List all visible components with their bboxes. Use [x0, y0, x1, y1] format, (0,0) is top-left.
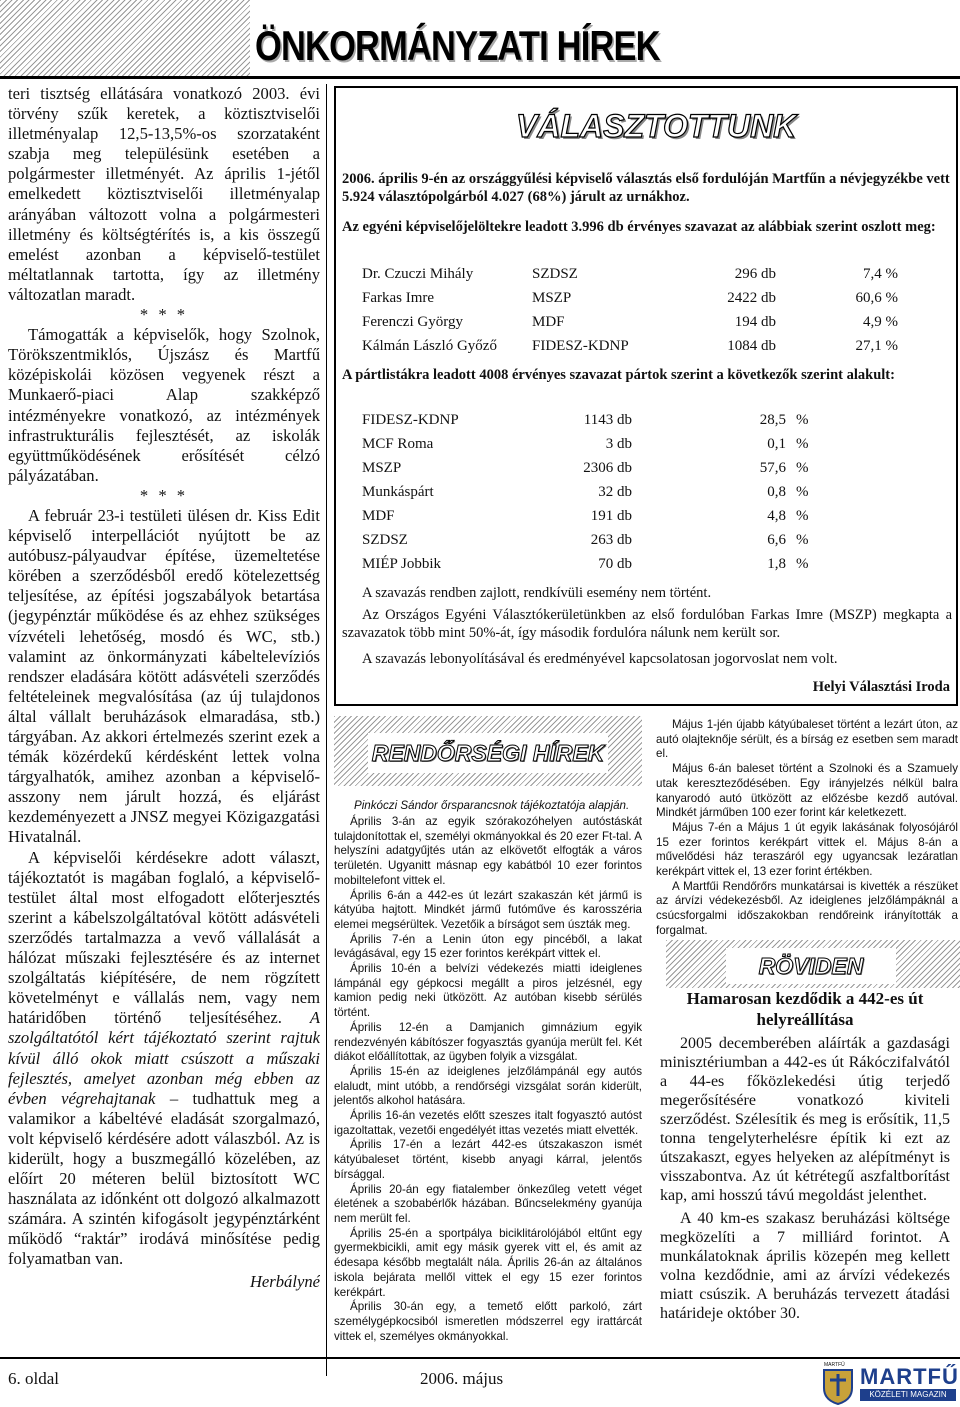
election-note: A szavazás lebonyolításával és eredményével kapcsolatosan jogorvoslat nem volt. — [362, 651, 838, 667]
party-name: MCF Roma — [362, 436, 434, 452]
police-news-item: Április 30-án egy, a temető előtt parkoló, zárt személygépkocsiból ismeretlen módszerrel egy irattárcát vittek el, személyes okmányokkal. — [334, 1300, 642, 1343]
section-separator: * * * — [139, 485, 189, 505]
party-percent-unit: % — [796, 436, 809, 452]
header-rule — [0, 76, 960, 79]
police-news-item: Április 7-én a Lenin úton egy pincéből, a lakat levágásával, egy 15 ezer forintos kerékpárt vittek el. — [334, 932, 642, 961]
logo-small-text: MARTFŰ — [824, 1362, 845, 1368]
police-news-item: Április 25-én a sportpálya biciklitárolójából eltűnt egy gyermekbicikli, amit egy másik gyerek vitt el, és amit az édesapa később megtalált nála. Április 26-án az általános iskola bejárata mellől vittek el egy 15 ezer forintos kerékpárt. — [334, 1226, 642, 1299]
police-news-column-2 — [656, 718, 958, 939]
police-news-item: Április 17-én a lezárt 442-es útszakaszon ismét kátyúbaleset történt, kisebb anyagi kárral, jelentős bírsággal. — [334, 1138, 642, 1181]
party-percent-unit: % — [796, 556, 809, 572]
party-name: Munkáspárt — [362, 484, 434, 500]
coat-of-arms-icon — [820, 1366, 856, 1406]
briefs-headline: Hamarosan kezdődik a 442-es út helyreállítása — [686, 989, 924, 1029]
briefs-body — [660, 1034, 950, 1323]
election-intro: 2006. április 9-én az országgyűlési képviselő választás első fordulóján Martfűn a névjegyzékbe vett 5.924 választópolgárból 4.027 (68%) járult az urnákhoz. — [342, 171, 950, 205]
election-title: VÁLASZTOTTUNK — [516, 108, 797, 144]
party-percent-unit: % — [796, 460, 809, 476]
briefs-title: RÖVIDEN — [726, 948, 896, 984]
candidate-votes: 296 db — [734, 266, 776, 282]
party-percent-unit: % — [796, 532, 809, 548]
article-paragraph: teri tisztség ellátására vonatkozó 2003. évi törvény szűk keretek, a köztisztviselői illetményalap 12,5-13,5%-os szorzataként szabja meg településünk esetében a polgármester illetményét. Az április 1-jétől emelkedett köztisztviselői illetményalap arányában változott volna a polgármesteri illetmény és költségtérítés is, a kis összegű emelést azonban a képviselő-testület méltatlannak tartotta, így az illetmény változatlan maradt. — [8, 84, 320, 304]
party-votes: 3 db — [605, 436, 632, 452]
party-votes: 1143 db — [583, 412, 632, 428]
candidate-percent: 60,6 % — [855, 290, 898, 306]
article-quote: A szolgáltatótól kért tájékoztató szerint rajtuk kívül álló okok miatt csúszott a műszaki fejlesztés, amelyet azonban még ebben az évben végrehajtanak — [8, 1008, 320, 1108]
police-news-item: A Martfűi Rendőrőrs munkatársai is kivették a részüket az árvízi védekezésből. Az ideiglenes jelzőlámpáknál a csúcsforgalmi időszakokban rendőreink irányították a forgalmat. — [656, 879, 958, 937]
police-news-header — [334, 716, 642, 786]
briefs-paragraph: A 40 km-es szakasz beruházási költsége megközelíti a 7 milliárd forintot. A munkálatoknak április közepén meg kellett volna kezdődnie, ami az árvízi védekezés miatt csúszik. A beruházás tervezett átadási határideje október 30. — [660, 1210, 950, 1322]
election-note: Az Országos Egyéni Választókerületünkben az első fordulóban Farkas Imre (MSZP) megkapta a szavazatok több mint 50%-át, így második fordulóra nálunk nem került sor. — [342, 607, 952, 641]
police-news-item: Április 6-án a 442-es út lezárt szakaszán két jármű is kátyúba hajtott. Mindkét jármű futóműve és karosszéria elemei megsérültek. Vezetőik a bírságot sem úszták meg. — [334, 888, 642, 931]
party-name: FIDESZ-KDNP — [362, 412, 459, 428]
police-news-item: Április 10-én a belvízi védekezés miatti ideiglenes lámpánál egy gépkocsi megállt a piros jelzésnél, egy kamion pedig neki ütközött. Az autóban kisebb sérülés történt. — [334, 962, 642, 1020]
article-text: A képviselői kérdésekre adott választ, tájékoztatót is magában foglaló, a képviselő-testület által most elfogadott előterjesztés szerint a kábelszolgáltatóval kötött adásvételi szerződés tartalmazza a vevő vállalását a hálózat műszaki fejlesztésére és az internet szolgáltatás kiépítésére, de nem rögzített követelményt e vállalás nem, vagy nem határidőben történő teljesítéséhez. — [8, 847, 320, 1028]
section-separator: * * * — [139, 305, 189, 325]
party-votes: 263 db — [590, 532, 632, 548]
party-name: MDF — [362, 508, 395, 524]
party-votes: 2306 db — [583, 460, 632, 476]
logo-name: MARTFŰ — [860, 1364, 959, 1389]
article-text: – tudhattuk meg a valamikor a kábeltévé eladását szorgalmazó, volt képviselő kérdésére adott válaszból. Az is kiderült, hogy a buszmegálló közelében, az előírt 20 méteren belül biztosított WC használata az időnként ott dolgozó alkalmazott számára. A szintén kifogásolt jegypénztárként működő “raktár” irodává minősítése pedig folyamatban van. — [8, 1088, 320, 1269]
candidate-name: Dr. Czuczi Mihály — [362, 266, 474, 282]
election-note: A szavazás rendben zajlott, rendkívüli esemény nem történt. — [362, 585, 712, 601]
candidate-percent: 4,9 % — [863, 314, 898, 330]
article-paragraph: Támogatták a képviselők, hogy Szolnok, Törökszentmiklós, Újszász és Martfű középiskolái közösen vegyenek részt a Munkaerő-piaci Alap szakképző intézményekre vonatkozó, az intézmények infrastrukturális fejlesztését, az iskolák együttműködésének erősítését célzó pályázatában. — [8, 325, 320, 485]
police-news-item: Április 15-én az ideiglenes jelzőlámpánál egy autós elaludt, mint utóbb, a rendőrségi vizsgálat során kiderült, jelentős alkohol hatására. — [334, 1064, 642, 1108]
article-signature: Herbályné — [249, 1271, 320, 1291]
party-percent: 4,8 — [767, 508, 786, 524]
election-results-box — [334, 86, 958, 706]
candidate-percent: 27,1 % — [855, 338, 898, 354]
party-percent-unit: % — [796, 508, 809, 524]
article-paragraph — [8, 848, 320, 1270]
briefs-paragraph: 2005 decemberében aláírták a gazdasági minisztériumban a 442-es út Rákóczifalvától a 44-es főközlekedési útig terjedő megerősítésére vonatkozó kiviteli szerződést. Szélesítik és meg is erősítik, 11,5 tonna tengelyterhelésre építik ki ezt az útszakaszt, egyes helyeken az alépítményt is visszabontva. Az út kétrétegű aszfaltborítást kap, ami hosszú távú megoldást jelenthet. — [660, 1035, 950, 1204]
police-news-item: Április 12-én a Damjanich gimnázium egyik rendezvényén kábítószer fogyasztás gyanúja merült fel. Két diákot előállítottak, az ügyben folyik a vizsgálat. — [334, 1020, 642, 1064]
police-news-title: RENDŐRSÉGI HÍREK — [368, 733, 608, 773]
issue-date: 2006. május — [420, 1369, 504, 1388]
candidate-votes: 2422 db — [727, 290, 776, 306]
police-news-item: Április 16-án vezetés előtt szeszes italt fogyasztó autóst igazoltattak, vezetői engedélyét ittas vezetés miatt elvették. — [334, 1109, 642, 1137]
police-news-item: Április 20-án egy fiatalember önkezűleg vetett véget életének a szobabérlők házában. Bűncselekmény gyanúja nem merült fel. — [334, 1182, 642, 1225]
magazine-logo — [818, 1362, 958, 1406]
candidate-votes: 1084 db — [727, 338, 776, 354]
logo-subtitle: KÖZÉLETI MAGAZIN — [860, 1389, 956, 1401]
party-percent: 0,1 — [767, 436, 786, 452]
party-votes: 191 db — [590, 508, 632, 524]
police-news-item: Május 6-án baleset történt a Szolnoki és a Szamuely utak kereszteződésében. Egy irányjelzés nélkül balra kanyarodó autó ütközött az előzésbe kezdő autóval. Mindkét járműben 100 ezer forint kár keletkezett. — [656, 762, 958, 820]
party-name: SZDSZ — [362, 532, 408, 548]
candidates-intro: Az egyéni képviselőjelöltekre leadott 3.996 db érvényes szavazat az alábbiak szerint oszlott meg: — [342, 219, 936, 235]
candidate-party: SZDSZ — [532, 266, 578, 282]
article-paragraph: A február 23-i testületi ülésen dr. Kiss Edit képviselő interpellációt nyújtott be az autóbusz-pályaudvar építése, üzemeltetése körében a szerződésből eredő kötelezettség teljesítése, az építési jogszabályok betartása (jegypénztár működése és az ehhez szükséges vízvételi lehetőség, mosdó és WC, stb.) valamint az önkormányzati kábeltelevíziós rendszer eladására kötött adásvételi szerződés feltételeinek megvalósítása (az új tulajdonos által vállalt beruházások elmaradása, stb.) tárgyában. Az akkori értelmezés szerint ezek a témák közérdekű kérdésként lettek volna tárgyalhatók, amihez azonban a képviselő-asszony nem járult hozzá, és eljárást kezdeményezett a JNSZ megyei Közigazgatási Hivatalnál. — [8, 505, 320, 847]
party-votes: 70 db — [598, 556, 632, 572]
page-section-title: ÖNKORMÁNYZATI HÍREK — [255, 22, 660, 69]
candidate-name: Farkas Imre — [362, 290, 435, 306]
party-percent-unit: % — [796, 484, 809, 500]
candidate-name: Kálmán László Győző — [362, 338, 497, 354]
candidate-name: Ferenczi György — [362, 314, 463, 330]
left-article-column — [8, 84, 320, 1354]
candidate-percent: 7,4 % — [863, 266, 898, 282]
candidate-party: MSZP — [532, 290, 572, 306]
election-signature: Helyi Választási Iroda — [812, 679, 950, 695]
police-news-column-1 — [334, 815, 642, 1344]
header-hatch-decoration — [0, 0, 250, 78]
party-percent: 57,6 — [759, 460, 786, 476]
party-name: MSZP — [362, 460, 402, 476]
party-percent: 1,8 — [767, 556, 786, 572]
police-news-item: Április 3-án az egyik szórakozóhelyen autóstáskát tulajdonítottak el, személyi okmányokkal és 20 ezer Ft-tal. A helyszíni adatgyűjtés után az elkövetőt elfogták a város területén. Ugyanitt másnap egy kabátból 10 ezer forintos mobiltelefont vittek el. — [334, 815, 642, 887]
police-news-source: Pinkóczi Sándor őrsparancsnok tájékoztatója alapján. — [354, 799, 630, 812]
police-news-item: Május 1-jén újabb kátyúbaleset történt a lezárt úton, az autó olajteknője sérült, és a bírság ez esetben sem maradt el. — [656, 718, 958, 761]
column-divider — [326, 84, 327, 1376]
footer-rule — [0, 1357, 960, 1359]
page-number: 6. oldal — [8, 1369, 59, 1388]
party-percent-unit: % — [796, 412, 809, 428]
party-name: MIÉP Jobbik — [362, 556, 442, 572]
party-votes: 32 db — [598, 484, 632, 500]
party-percent: 6,6 — [767, 532, 786, 548]
police-news-item: Május 7-én a Május 1 út egyik lakásának folyosójáról 15 ezer forintos kerékpárt vittek el. Május 8-án a művelődési ház teraszáról egy ugyancsak lezáratlan kerékpárt vittek el, 13 ezer forint értékben. — [656, 820, 958, 879]
candidate-votes: 194 db — [734, 314, 776, 330]
party-percent: 0,8 — [767, 484, 786, 500]
party-percent: 28,5 — [759, 412, 786, 428]
candidate-party: MDF — [532, 314, 565, 330]
party-list-intro: A pártlistákra leadott 4008 érvényes szavazat pártok szerint a következők szerint alakult: — [342, 367, 895, 383]
candidate-party: FIDESZ-KDNP — [532, 338, 629, 354]
